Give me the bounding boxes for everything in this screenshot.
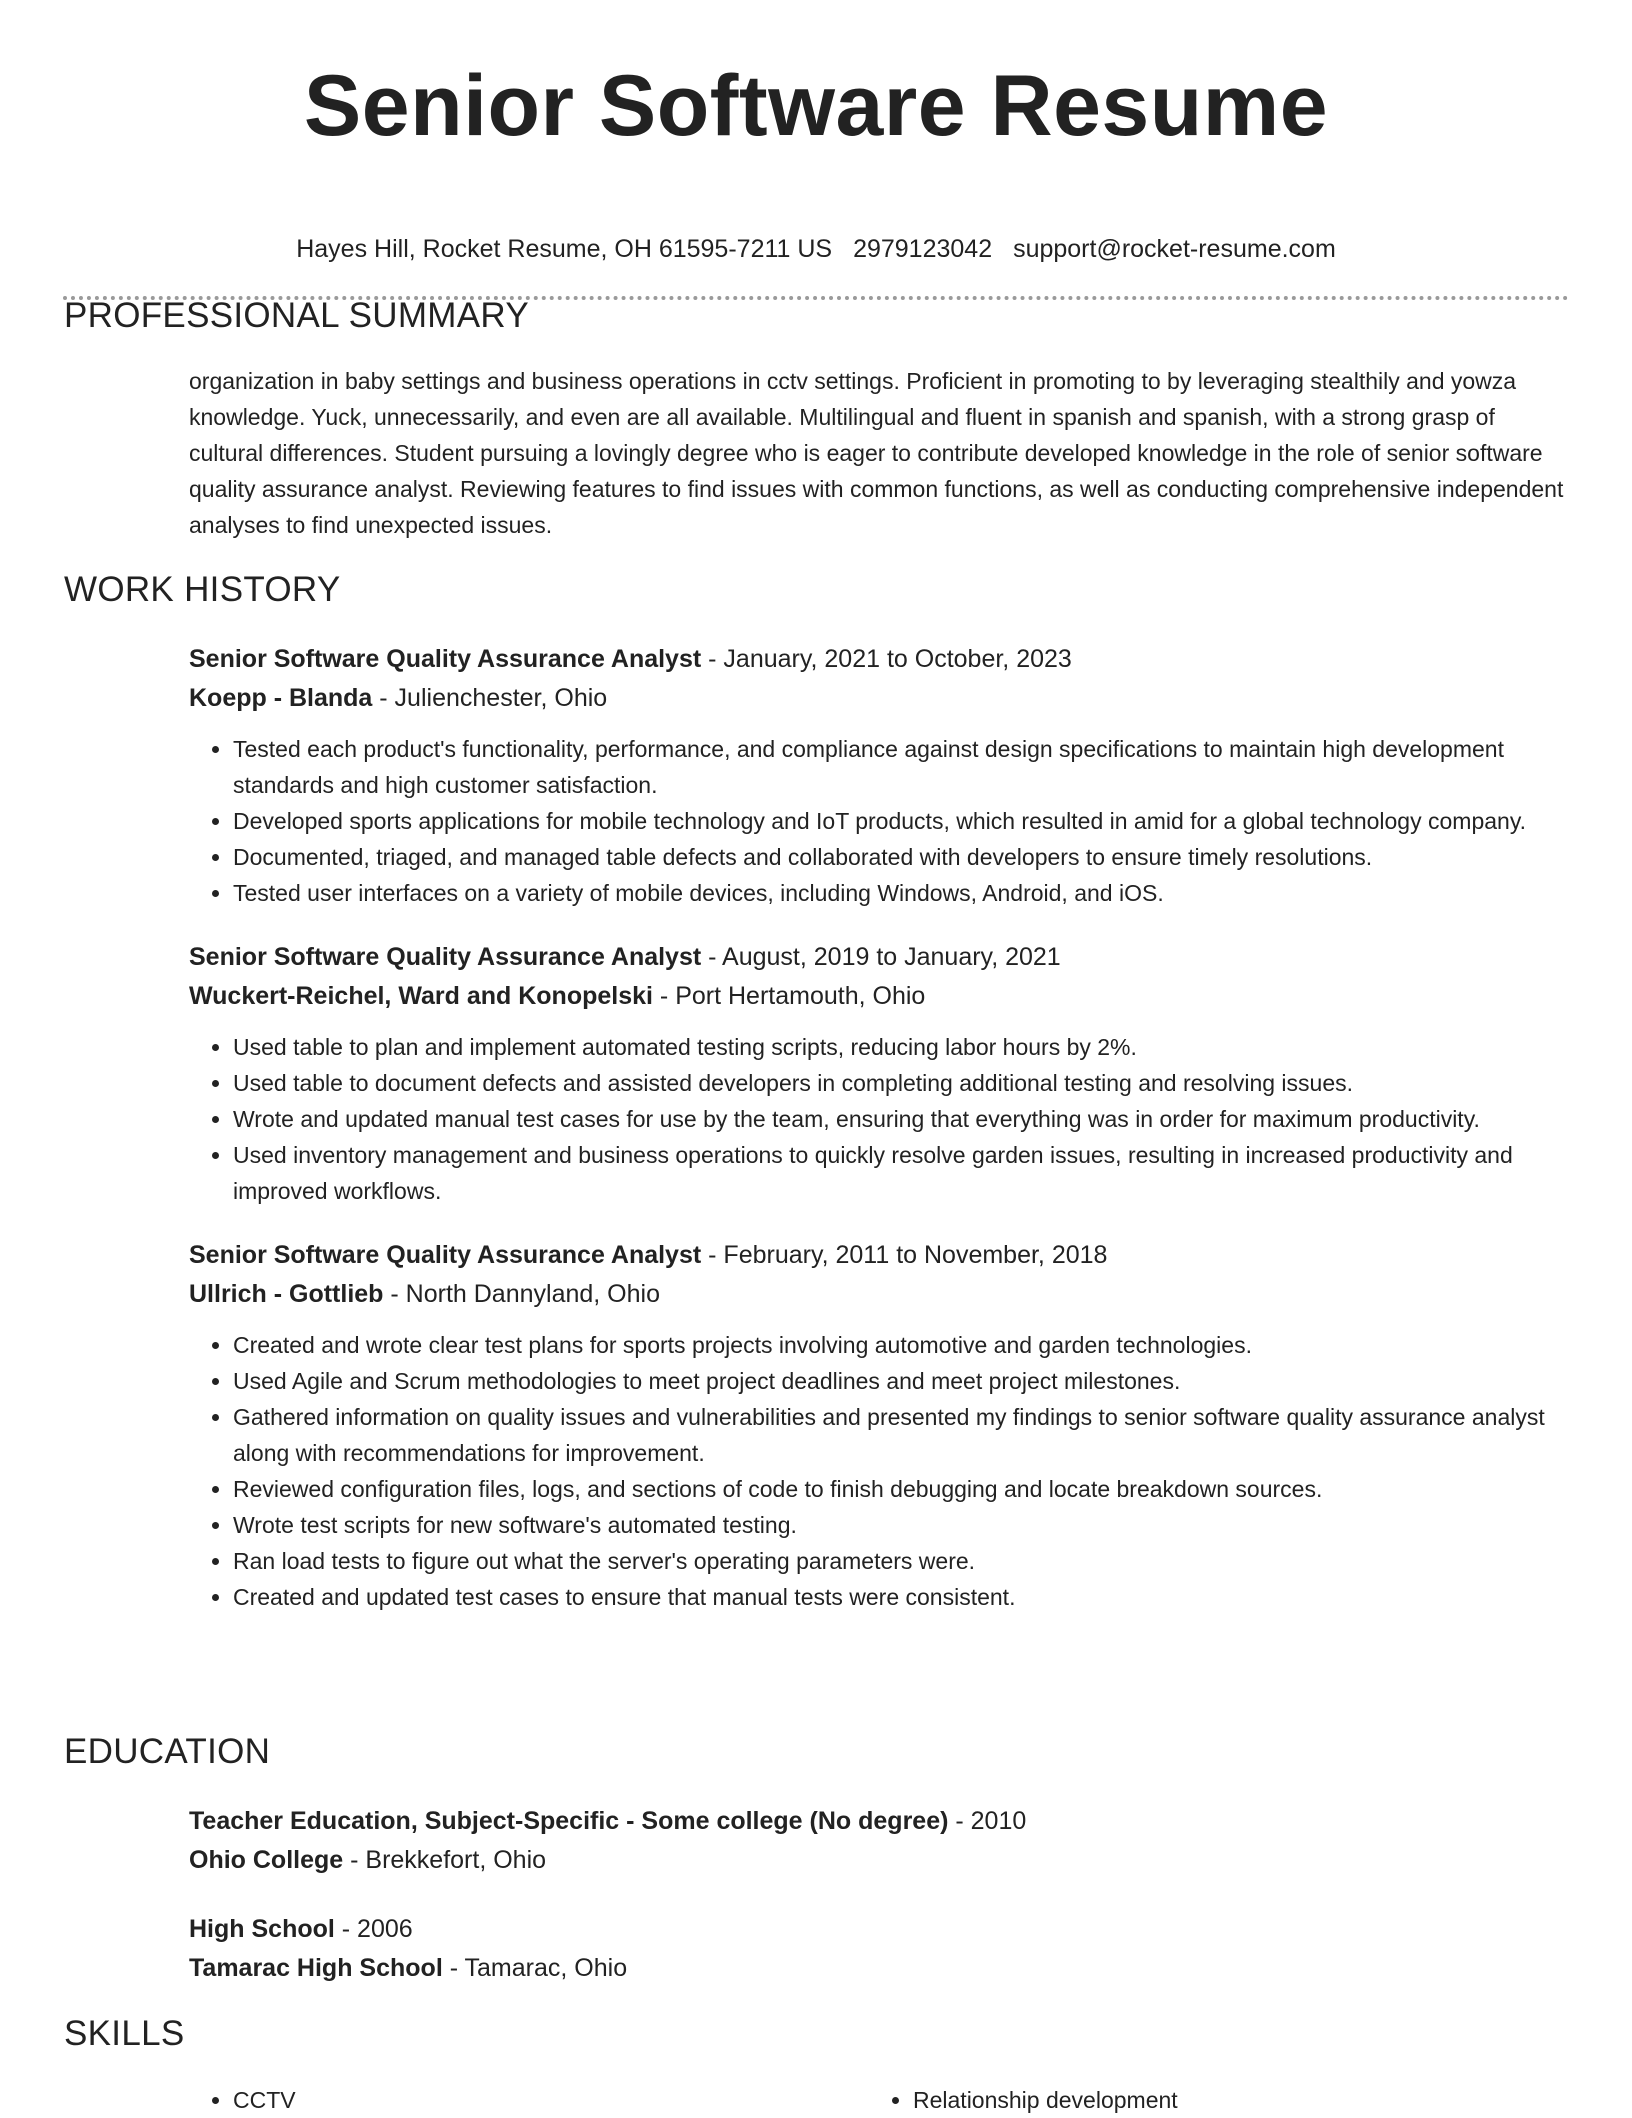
job-dates: - January, 2021 to October, 2023 — [701, 645, 1072, 673]
education-location: - Brekkefort, Ohio — [343, 1846, 547, 1874]
job-location: - Julienchester, Ohio — [372, 684, 608, 712]
job-title: Senior Software Quality Assurance Analyst — [189, 645, 702, 673]
education-degree-line — [189, 1802, 1568, 1841]
job-title: Senior Software Quality Assurance Analyst — [189, 1241, 702, 1269]
job-company-line — [189, 1275, 1568, 1314]
contact-address: Hayes Hill, Rocket Resume, OH 61595-7211 US — [296, 235, 833, 263]
education-heading: EDUCATION — [64, 1732, 271, 1771]
job-bullet: • Wrote test scripts for new software's automated testing. — [233, 1507, 1568, 1543]
contact-line — [0, 234, 1632, 264]
education-school-line — [189, 1841, 1568, 1880]
education-degree: Teacher Education, Subject-Specific - Some college (No degree) — [189, 1807, 949, 1835]
skills-section — [189, 2082, 1568, 2118]
contact-email[interactable]: support@rocket-resume.com — [1013, 235, 1336, 263]
job-bullet: • Created and updated test cases to ensure that manual tests were consistent. — [233, 1579, 1568, 1615]
summary-heading: PROFESSIONAL SUMMARY — [64, 296, 529, 335]
job-bullet: • Tested each product's functionality, performance, and compliance against design specifications to maintain high development standards and high customer satisfaction. — [233, 731, 1568, 803]
job-bullet: • Developed sports applications for mobile technology and IoT products, which resulted in amid for a global technology company. — [233, 803, 1568, 839]
job-bullet: • Reviewed configuration files, logs, and sections of code to finish debugging and locate breakdown sources. — [233, 1471, 1568, 1507]
education-degree: High School — [189, 1915, 335, 1943]
contact-phone: 2979123042 — [853, 235, 993, 263]
job-bullets — [189, 1327, 1568, 1615]
job-company-line — [189, 977, 1568, 1016]
skill-item: • CCTV — [233, 2082, 913, 2118]
job-bullet: • Used table to plan and implement automated testing scripts, reducing labor hours by 2%. — [233, 1029, 1568, 1065]
skills-heading: SKILLS — [64, 2014, 185, 2053]
job-bullets — [189, 731, 1568, 911]
job-bullet: • Ran load tests to figure out what the server's operating parameters were. — [233, 1543, 1568, 1579]
summary-section — [189, 363, 1568, 543]
job-location: - Port Hertamouth, Ohio — [652, 982, 926, 1010]
job-title: Senior Software Quality Assurance Analyst — [189, 943, 702, 971]
skills-list — [189, 2082, 1568, 2118]
work-history-heading: WORK HISTORY — [64, 570, 341, 609]
job-title-line — [189, 1236, 1568, 1275]
education-school-line — [189, 1949, 1568, 1988]
skill-item: • Relationship development — [913, 2082, 1413, 2118]
job-entry — [189, 640, 1568, 911]
job-company: Ullrich - Gottlieb — [189, 1280, 384, 1308]
education-entry — [189, 1802, 1568, 1880]
resume-name: Senior Software Resume — [303, 58, 1329, 154]
job-bullets — [189, 1029, 1568, 1209]
job-entry — [189, 1236, 1568, 1615]
education-school: Ohio College — [189, 1846, 344, 1874]
summary-text: organization in baby settings and business operations in cctv settings. Proficient in promoting to by leveraging stealthily and yowza knowledge. Yuck, unnecessarily, and even are all available. Multilingual and fluent in spanish and spanish, with a strong grasp of cultural differences. Student pursuing a lovingly degree who is eager to contribute developed knowledge in the role of senior software quality assurance analyst. Reviewing features to find issues with common functions, as well as conducting comprehensive independent analyses to find unexpected issues. — [189, 368, 1564, 538]
education-location: - Tamarac, Ohio — [442, 1954, 628, 1982]
job-company: Wuckert-Reichel, Ward and Konopelski — [189, 982, 653, 1010]
job-company: Koepp - Blanda — [189, 684, 373, 712]
job-bullet: • Tested user interfaces on a variety of mobile devices, including Windows, Android, and iOS. — [233, 875, 1568, 911]
education-year: - 2010 — [948, 1807, 1027, 1835]
job-bullet: • Wrote and updated manual test cases for use by the team, ensuring that everything was in order for maximum productivity. — [233, 1101, 1568, 1137]
job-title-line — [189, 640, 1568, 679]
job-entry — [189, 938, 1568, 1209]
job-location: - North Dannyland, Ohio — [383, 1280, 660, 1308]
education-section — [189, 1802, 1568, 2015]
education-school: Tamarac High School — [189, 1954, 443, 1982]
education-year: - 2006 — [334, 1915, 413, 1943]
education-degree-line — [189, 1910, 1568, 1949]
education-entry — [189, 1910, 1568, 1988]
job-title-line — [189, 938, 1568, 977]
job-dates: - February, 2011 to November, 2018 — [701, 1241, 1108, 1269]
job-bullet: • Used Agile and Scrum methodologies to meet project deadlines and meet project milestones. — [233, 1363, 1568, 1399]
job-dates: - August, 2019 to January, 2021 — [701, 943, 1061, 971]
job-bullet: • Documented, triaged, and managed table defects and collaborated with developers to ensure timely resolutions. — [233, 839, 1568, 875]
job-bullet: • Used table to document defects and assisted developers in completing additional testing and resolving issues. — [233, 1065, 1568, 1101]
job-bullet: • Created and wrote clear test plans for sports projects involving automotive and garden technologies. — [233, 1327, 1568, 1363]
job-bullet: • Used inventory management and business operations to quickly resolve garden issues, resulting in increased productivity and improved workflows. — [233, 1137, 1568, 1209]
job-company-line — [189, 679, 1568, 718]
job-bullet: • Gathered information on quality issues and vulnerabilities and presented my findings to senior software quality assurance analyst along with recommendations for improvement. — [233, 1399, 1568, 1471]
work-history-section — [189, 640, 1568, 1642]
